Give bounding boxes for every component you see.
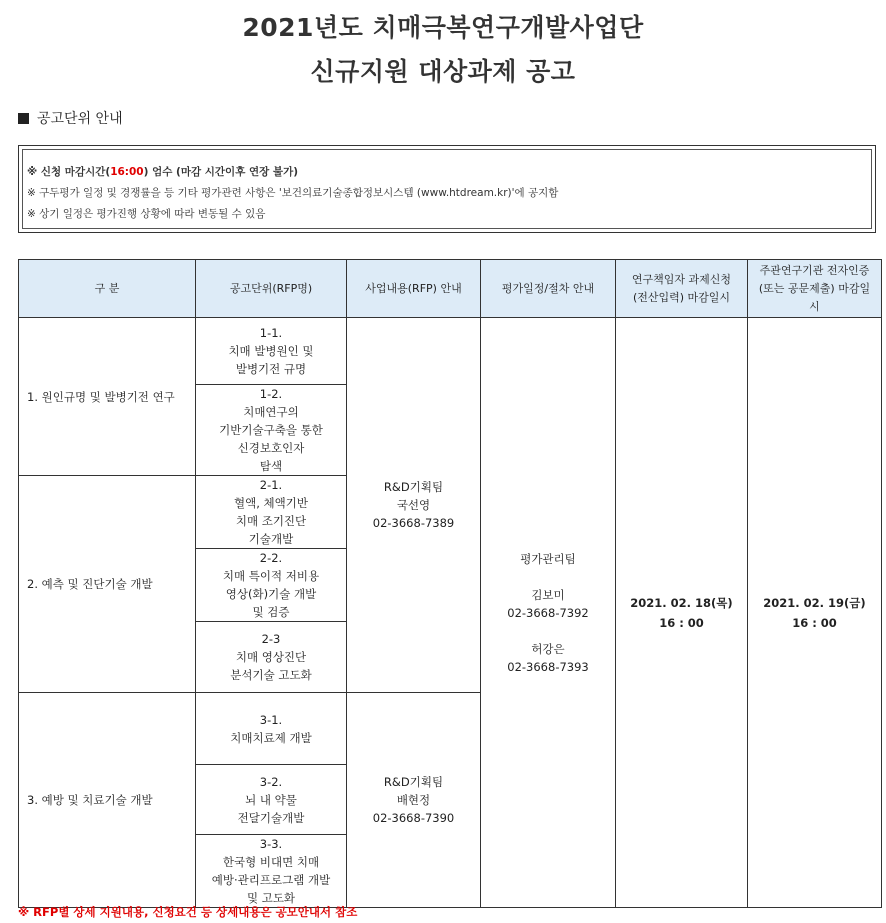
notice-deadline-prefix: ※ 신청 마감시간( bbox=[27, 166, 111, 178]
category-cell: 2. 예측 및 진단기술 개발 bbox=[19, 476, 196, 693]
rfp-cell: 1-2. 치매연구의 기반기술구축을 통한 신경보호인자 탐색 bbox=[196, 385, 347, 476]
rfp-table bbox=[18, 259, 882, 908]
footer-note: ※ RFP별 상세 지원내용, 신청요건 등 상세내용은 공모안내서 참조 bbox=[18, 905, 358, 919]
notice-deadline bbox=[27, 162, 871, 183]
rfp-cell: 2-2. 치매 특이적 저비용 영상(화)기술 개발 및 검증 bbox=[196, 549, 347, 622]
header-deadline-application: 연구책임자 과제신청 (전산입력) 마감일시 bbox=[616, 260, 748, 318]
rfp-cell: 2-3 치매 영상진단 분석기술 고도화 bbox=[196, 622, 347, 693]
square-bullet-icon bbox=[18, 113, 29, 124]
business-contact-cell: R&D기획팀 국선영 02-3668-7389 bbox=[347, 318, 481, 693]
notice-evaluation: ※ 구두평가 일정 및 경쟁률을 등 기타 평가관련 사항은 '보건의료기술종합정보시스템 (www.htdream.kr)'에 공지함 bbox=[27, 187, 559, 199]
category-cell: 3. 예방 및 치료기술 개발 bbox=[19, 693, 196, 908]
section-heading bbox=[18, 108, 123, 128]
page-title: 2021년도 치매극복연구개발사업단 bbox=[242, 13, 644, 42]
rfp-cell: 3-1. 치매치료제 개발 bbox=[196, 693, 347, 765]
header-business: 사업내용(RFP) 안내 bbox=[347, 260, 481, 318]
notice-box-inner bbox=[22, 149, 872, 229]
category-cell: 1. 원인규명 및 발병기전 연구 bbox=[19, 318, 196, 476]
deadline-application-cell: 2021. 02. 18(목) 16 : 00 bbox=[616, 318, 748, 908]
rfp-cell: 3-3. 한국형 비대면 치매 예방·관리프로그램 개발 및 고도화 bbox=[196, 835, 347, 908]
rfp-cell: 1-1. 치매 발병원인 및 발병기전 규명 bbox=[196, 318, 347, 385]
table-row bbox=[19, 318, 882, 385]
rfp-cell: 3-2. 뇌 내 약물 전달기술개발 bbox=[196, 765, 347, 835]
business-contact-cell: R&D기획팀 배현정 02-3668-7390 bbox=[347, 693, 481, 908]
notice-schedule-change: ※ 상기 일정은 평가진행 상황에 따라 변동될 수 있음 bbox=[27, 208, 266, 220]
notice-deadline-suffix: ) 엄수 (마감 시간이후 연장 불가) bbox=[143, 166, 299, 178]
section-heading-label: 공고단위 안내 bbox=[37, 111, 123, 127]
header-rfp: 공고단위(RFP명) bbox=[196, 260, 347, 318]
header-evaluation: 평가일정/절차 안내 bbox=[481, 260, 616, 318]
evaluation-contact-cell: 평가관리팀 김보미 02-3668-7392 허강은 02-3668-7393 bbox=[481, 318, 616, 908]
page-subtitle: 신규지원 대상과제 공고 bbox=[310, 57, 576, 86]
table-header-row bbox=[19, 260, 882, 318]
notice-deadline-time: 16:00 bbox=[110, 166, 144, 178]
deadline-certification-cell: 2021. 02. 19(금) 16 : 00 bbox=[748, 318, 882, 908]
header-deadline-certification: 주관연구기관 전자인증 (또는 공문제출) 마감일 시 bbox=[748, 260, 882, 318]
rfp-cell: 2-1. 혈액, 체액기반 치매 조기진단 기술개발 bbox=[196, 476, 347, 549]
header-category: 구 분 bbox=[19, 260, 196, 318]
notice-box bbox=[18, 145, 876, 233]
